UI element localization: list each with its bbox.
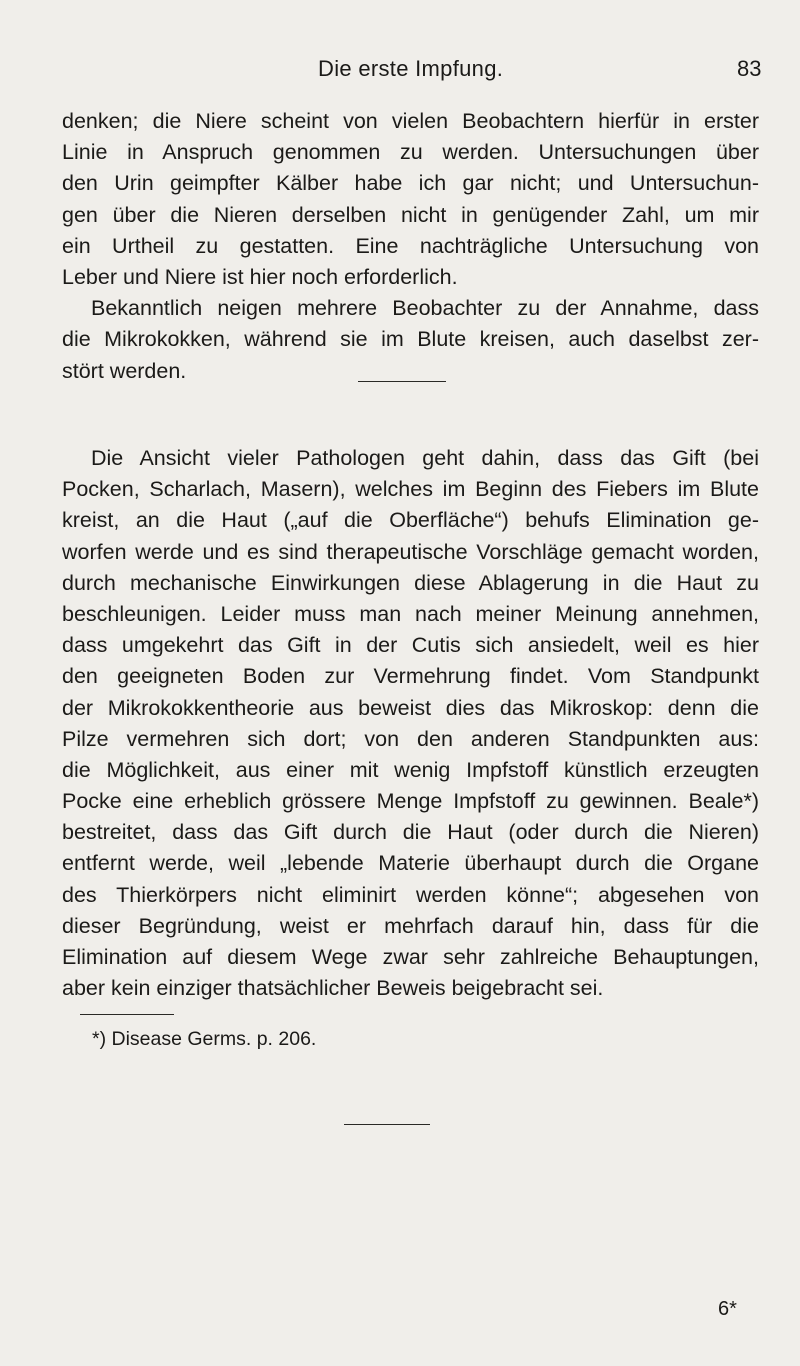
text-line: aber kein einziger thatsächlicher Beweis beigebracht sei. <box>62 976 604 1001</box>
text-line: Bekanntlich neigen mehrere Beobachter zu der Annahme, dass <box>91 296 759 321</box>
text-line: bestreitet, dass das Gift durch die Haut (oder durch die Nieren) <box>62 820 759 845</box>
text-line: denken; die Niere scheint von vielen Beobachtern hierfür in erster <box>62 109 759 133</box>
text-line: stört werden. <box>62 358 187 383</box>
text-line: Elimination auf diesem Wege zwar sehr zahlreiche Behauptungen, <box>62 945 759 969</box>
footnote-rule <box>80 1014 174 1015</box>
end-rule <box>344 1124 430 1125</box>
text-line: Pocke eine erheblich grössere Menge Impfstoff zu gewinnen. Beale*) <box>62 789 759 814</box>
section-2 <box>62 443 759 1004</box>
text-line: die Mikrokokken, während sie im Blute kreisen, auch daselbst zer- <box>62 327 759 352</box>
text-line: kreist, an die Haut („auf die Oberfläche“) behufs Elimination ge- <box>62 508 759 533</box>
text-line: den Urin geimpfter Kälber habe ich gar nicht; und Untersuchun- <box>62 171 759 196</box>
text-line: worfen werde und es sind therapeutische Vorschläge gemacht worden, <box>62 539 759 564</box>
section-1 <box>62 106 759 387</box>
text-line: des Thierkörpers nicht eliminirt werden könne“; abgesehen von <box>62 882 759 907</box>
section-divider <box>358 381 446 382</box>
text-line: Linie in Anspruch genommen zu werden. Untersuchungen über <box>62 140 759 165</box>
signature-mark: 6* <box>718 1298 737 1320</box>
text-line: gen über die Nieren derselben nicht in genügender Zahl, um mir <box>62 202 759 227</box>
text-line: dass umgekehrt das Gift in der Cutis sich ansiedelt, weil es hier <box>62 633 759 658</box>
text-line: den geeigneten Boden zur Vermehrung findet. Vom Standpunkt <box>62 664 759 689</box>
text-line: die Möglichkeit, aus einer mit wenig Impfstoff künstlich erzeugten <box>62 757 759 782</box>
text-line: dieser Begründung, weist er mehrfach darauf hin, dass für die <box>62 913 759 938</box>
text-line: Pilze vermehren sich dort; von den anderen Standpunkten aus: <box>62 726 759 751</box>
text-line: Leber und Niere ist hier noch erforderlich. <box>62 264 458 289</box>
footnote: *) Disease Germs. p. 206. <box>92 1028 317 1050</box>
text-line: beschleunigen. Leider muss man nach meiner Meinung annehmen, <box>62 601 759 626</box>
text-line: Pocken, Scharlach, Masern), welches im Beginn des Fiebers im Blute <box>62 477 759 502</box>
page-number: 83 <box>737 56 762 81</box>
page-header <box>0 56 800 86</box>
text-line: der Mikrokokkentheorie aus beweist dies das Mikroskop: denn die <box>62 695 759 720</box>
text-line: ein Urtheil zu gestatten. Eine nachträgliche Untersuchung von <box>62 233 759 258</box>
running-title: Die erste Impfung. <box>318 56 504 81</box>
text-line: durch mechanische Einwirkungen diese Ablagerung in die Haut zu <box>62 570 759 595</box>
text-line: entfernt werde, weil „lebende Materie überhaupt durch die Organe <box>62 851 759 876</box>
text-line: Die Ansicht vieler Pathologen geht dahin, dass das Gift (bei <box>91 446 759 470</box>
